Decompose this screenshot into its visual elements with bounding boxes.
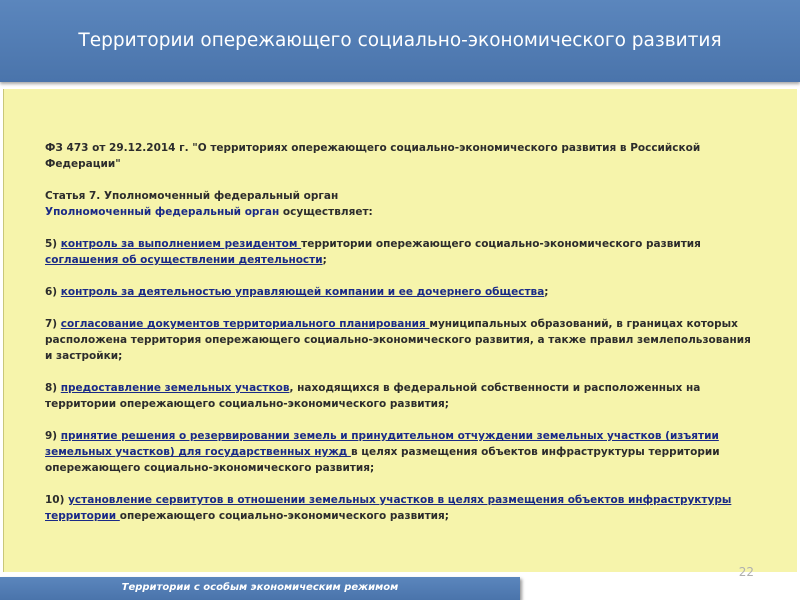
item-text: ; [322,254,327,266]
item-link: предоставление земельных участков [60,382,290,394]
list-item-7 [45,316,760,364]
item-link: установление сервитутов в отношении земельных участков в целях размещения объектов инфраструктуры территории [45,494,732,522]
item-link: контроль за выполнением резидентом [60,238,302,250]
content-body [45,140,760,540]
list-item-10 [45,492,760,524]
slide-title: Территории опережающего социально-экономического развития [78,30,722,51]
item-link: согласование документов территориального планирования [60,318,430,330]
list-item-9 [45,428,760,476]
item-link: принятие решения о резервировании земель и принудительном отчуждении земельных участков (изъятии земельных участков) для государственных нужд [45,430,719,458]
authority-rest: осуществляет: [279,206,373,218]
item-number: 10) [45,494,69,506]
item-text: ; [544,286,549,298]
item-number: 5) [45,238,61,250]
authority-line [45,204,760,220]
list-item-6 [45,284,760,300]
footer-bar [0,577,520,600]
item-text: муниципальных образований, в границах которых расположена территория опережающего социально-экономического развития, а также правил землепользования и застройки; [45,318,751,362]
item-number: 9) [45,430,61,442]
footer-label: Территории с особым экономическим режимом [121,582,399,593]
list-item-8 [45,380,760,412]
item-number: 7) [45,318,61,330]
item-text: в целях размещения объектов инфраструктуры территории опережающего социально-экономического развития; [45,446,720,474]
article-title: Статья 7. Уполномоченный федеральный орган [45,190,339,202]
item-number: 6) [45,286,61,298]
law-reference: ФЗ 473 от 29.12.2014 г. "О территориях опережающего социально-экономического развития в Российской Федерации" [45,142,701,170]
item-text: опережающего социально-экономического развития; [119,510,449,522]
item-text: территории опережающего социально-экономического развития [301,238,701,250]
list-item-5 [45,236,760,268]
authority-link: Уполномоченный федеральный орган [45,206,280,218]
item-text: , находящихся в федеральной собственности и расположенных на территории опережающего социально-экономического развития; [45,382,701,410]
item-link: контроль за деятельностью управляющей компании и ее дочернего общества [60,286,545,298]
item-link: соглашения об осуществлении деятельности [45,254,323,266]
header-bar [0,0,800,82]
page-number: 22 [738,565,754,579]
item-number: 8) [45,382,61,394]
